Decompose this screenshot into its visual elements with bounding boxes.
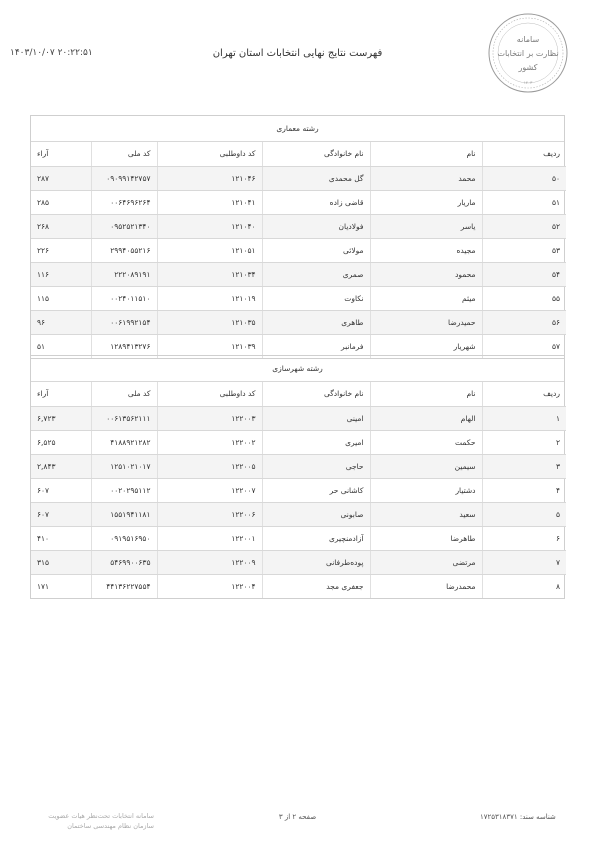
cell-first-name: شهریار [370,334,482,358]
cell-first-name: محمدرضا [370,574,482,598]
cell-member-code: ۱۲۲۰۰۴ [157,574,262,598]
table-row [31,478,566,502]
cell-votes: ۱۷۱ [37,581,50,591]
cell-member-code: ۱۲۲۰۰۹ [157,550,262,574]
table-row [31,166,566,190]
col-header-last-name: نام خانوادگی [262,142,370,166]
cell-member-code: ۱۲۲۰۰۲ [157,430,262,454]
section-title: رشته شهرسازی [31,356,564,382]
col-header-member-code: کد داوطلبی [157,142,262,166]
cell-member-code: ۱۲۱۰۴۰ [157,214,262,238]
table-row [31,214,566,238]
cell-last-name: آزادمنچیری [262,526,370,550]
section-title: رشته معماری [31,116,564,142]
cell-row: ۵ [482,502,566,526]
col-header-member-code: کد داوطلبی [157,382,262,406]
cell-last-name: پوده‌طرفانی [262,550,370,574]
cell-last-name: مولائی [262,238,370,262]
cell-member-code: ۱۲۱۰۴۶ [157,166,262,190]
cell-member-code: ۱۲۱۰۱۹ [157,286,262,310]
cell-row: ۵۰ [482,166,566,190]
cell-national-code: ۰۰۶۱۳۵۶۲۱۱۱ [91,406,157,430]
cell-votes: ۵۱ [37,341,46,351]
svg-text:کشور: کشور [518,63,538,72]
cell-national-code: ۰۰۶۱۹۹۲۱۵۴ [91,310,157,334]
cell-last-name: صمری [262,262,370,286]
cell-first-name: طاهرضا [370,526,482,550]
cell-national-code: ۴۱۸۸۹۲۱۲۸۲ [91,430,157,454]
cell-votes: ۲۲۶ [31,238,91,262]
cell-member-code: ۱۲۱۰۳۵ [157,310,262,334]
col-header-row: ردیف [482,142,566,166]
section-urban-planning [30,355,565,599]
results-table [31,382,566,598]
table-row [31,454,566,478]
cell-votes: ۱۱۶ [31,262,91,286]
cell-first-name: ماریار [370,190,482,214]
table-row [31,526,566,550]
cell-votes: ۳۱۵ [31,550,91,574]
cell-row: ۵۱ [482,190,566,214]
col-header-national-code: کد ملی [91,142,157,166]
cell-votes: ۴۱۰ [31,526,91,550]
page-number: صفحه ۲ از ۳ [278,813,317,821]
cell-last-name: حاجی [262,454,370,478]
col-header-votes: آراء [31,382,91,406]
svg-text:۱۴۰۳: ۱۴۰۳ [523,80,533,85]
seal-stamp-icon [487,12,569,94]
cell-national-code: ۰۹۵۲۵۲۱۳۴۰ [91,214,157,238]
col-header-row: ردیف [482,382,566,406]
cell-member-code: ۱۲۱۰۳۹ [157,334,262,358]
cell-votes: ۶۰۷ [31,478,91,502]
col-header-first-name: نام [370,382,482,406]
cell-last-name: فولادیان [262,214,370,238]
cell-national-code: ۲۹۹۴۰۵۵۲۱۶ [91,238,157,262]
table-row [31,406,566,430]
cell-national-code: ۱۵۵۱۹۴۱۱۸۱ [91,502,157,526]
cell-member-code: ۱۲۲۰۰۳ [157,406,262,430]
cell-last-name: طاهری [262,310,370,334]
page-title: فهرست نتایج نهایی انتخابات استان تهران [212,48,383,59]
table-row [31,286,566,310]
cell-row: ۴ [482,478,566,502]
cell-member-code: ۱۲۲۰۰۶ [157,502,262,526]
cell-row: ۱ [482,406,566,430]
cell-national-code: ۰۰۶۴۶۹۶۲۶۴ [91,190,157,214]
cell-first-name: مجیده [370,238,482,262]
cell-last-name: امیری [262,430,370,454]
svg-text:نظارت بر انتخابات: نظارت بر انتخابات [497,49,559,58]
col-header-votes: آراء [31,142,91,166]
cell-national-code: ۱۲۸۹۴۱۳۲۷۶ [91,334,157,358]
cell-first-name: الهام [370,406,482,430]
table-header-row [31,382,566,406]
cell-national-code: ۴۴۱۳۶۲۲۷۵۵۴ [91,574,157,598]
table-row [31,574,566,598]
col-header-first-name: نام [370,142,482,166]
cell-last-name: صابونی [262,502,370,526]
section-architecture [30,115,565,359]
cell-member-code: ۱۲۲۰۰۷ [157,478,262,502]
cell-national-code: ۰۹۰۹۹۱۴۲۷۵۷ [91,166,157,190]
cell-votes: ۲۸۷ [31,166,91,190]
table-header-row [31,142,566,166]
cell-member-code: ۱۲۱۰۴۱ [157,190,262,214]
cell-row: ۷ [482,550,566,574]
cell-last-name: قاضی زاده [262,190,370,214]
cell-row: ۵۳ [482,238,566,262]
cell-national-code: ۲۲۲۰۸۹۱۹۱ [91,262,157,286]
cell-national-code: ۱۲۵۱۰۲۱۰۱۷ [91,454,157,478]
cell-row: ۵۶ [482,310,566,334]
cell-last-name: فرمانبر [262,334,370,358]
cell-member-code: ۱۲۲۰۰۵ [157,454,262,478]
cell-first-name: حمیدرضا [370,310,482,334]
cell-member-code: ۱۲۱۰۵۱ [157,238,262,262]
cell-votes: ۹۶ [31,310,91,334]
cell-votes: ۱۱۵ [31,286,91,310]
cell-row: ۶ [482,526,566,550]
col-header-national-code: کد ملی [91,382,157,406]
cell-national-code: ۰۰۲۴۰۱۱۵۱۰ [91,286,157,310]
table-row [31,430,566,454]
cell-votes: ۲,۸۴۳ [31,454,91,478]
cell-votes: ۶۰۷ [31,502,91,526]
cell-national-code: ۰۰۲۰۲۹۵۱۱۲ [91,478,157,502]
cell-first-name: مرتضی [370,550,482,574]
cell-first-name: سعید [370,502,482,526]
cell-row: ۳ [482,454,566,478]
cell-votes: ۶,۵۲۵ [31,430,91,454]
cell-first-name: حکمت [370,430,482,454]
cell-row: ۸ [482,574,566,598]
cell-last-name: جعفری مجد [262,574,370,598]
cell-first-name: یاسر [370,214,482,238]
cell-votes: ۲۶۸ [31,214,91,238]
print-date: ۱۴۰۳/۱۰/۰۷ ۲۰:۲۲:۵۱ [10,48,93,58]
cell-member-code: ۱۲۱۰۳۴ [157,262,262,286]
cell-first-name: میثم [370,286,482,310]
cell-first-name: محمد [370,166,482,190]
cell-national-code: ۰۹۱۹۵۱۶۹۵۰ [91,526,157,550]
results-table [31,142,566,358]
footer-note: سامانه انتخابات تحت‌نظر هیات عضویت سازمان نظام مهندسی ساختمان [48,812,154,830]
cell-row: ۵۲ [482,214,566,238]
document-id: شناسه سند: ۱۷۲۵۳۱۸۳۷۱ [480,813,556,821]
cell-last-name: امینی [262,406,370,430]
cell-row: ۲ [482,430,566,454]
cell-row: ۵۴ [482,262,566,286]
cell-first-name: سیمین [370,454,482,478]
table-row [31,238,566,262]
table-row [31,550,566,574]
cell-votes: ۲۸۵ [31,190,91,214]
table-row [31,310,566,334]
cell-last-name: گل محمدی [262,166,370,190]
cell-national-code: ۵۴۶۹۹۰۰۶۳۵ [91,550,157,574]
table-row [31,502,566,526]
table-row [31,262,566,286]
cell-first-name: دشتیار [370,478,482,502]
svg-text:سامانه: سامانه [516,35,540,44]
cell-row: ۵۷ [482,334,566,358]
col-header-last-name: نام خانوادگی [262,382,370,406]
cell-last-name: نکاوت [262,286,370,310]
cell-votes: ۶,۷۲۳ [31,406,91,430]
table-row [31,190,566,214]
cell-first-name: محمود [370,262,482,286]
cell-last-name: کاشانی حر [262,478,370,502]
cell-member-code: ۱۲۲۰۰۱ [157,526,262,550]
cell-row: ۵۵ [482,286,566,310]
